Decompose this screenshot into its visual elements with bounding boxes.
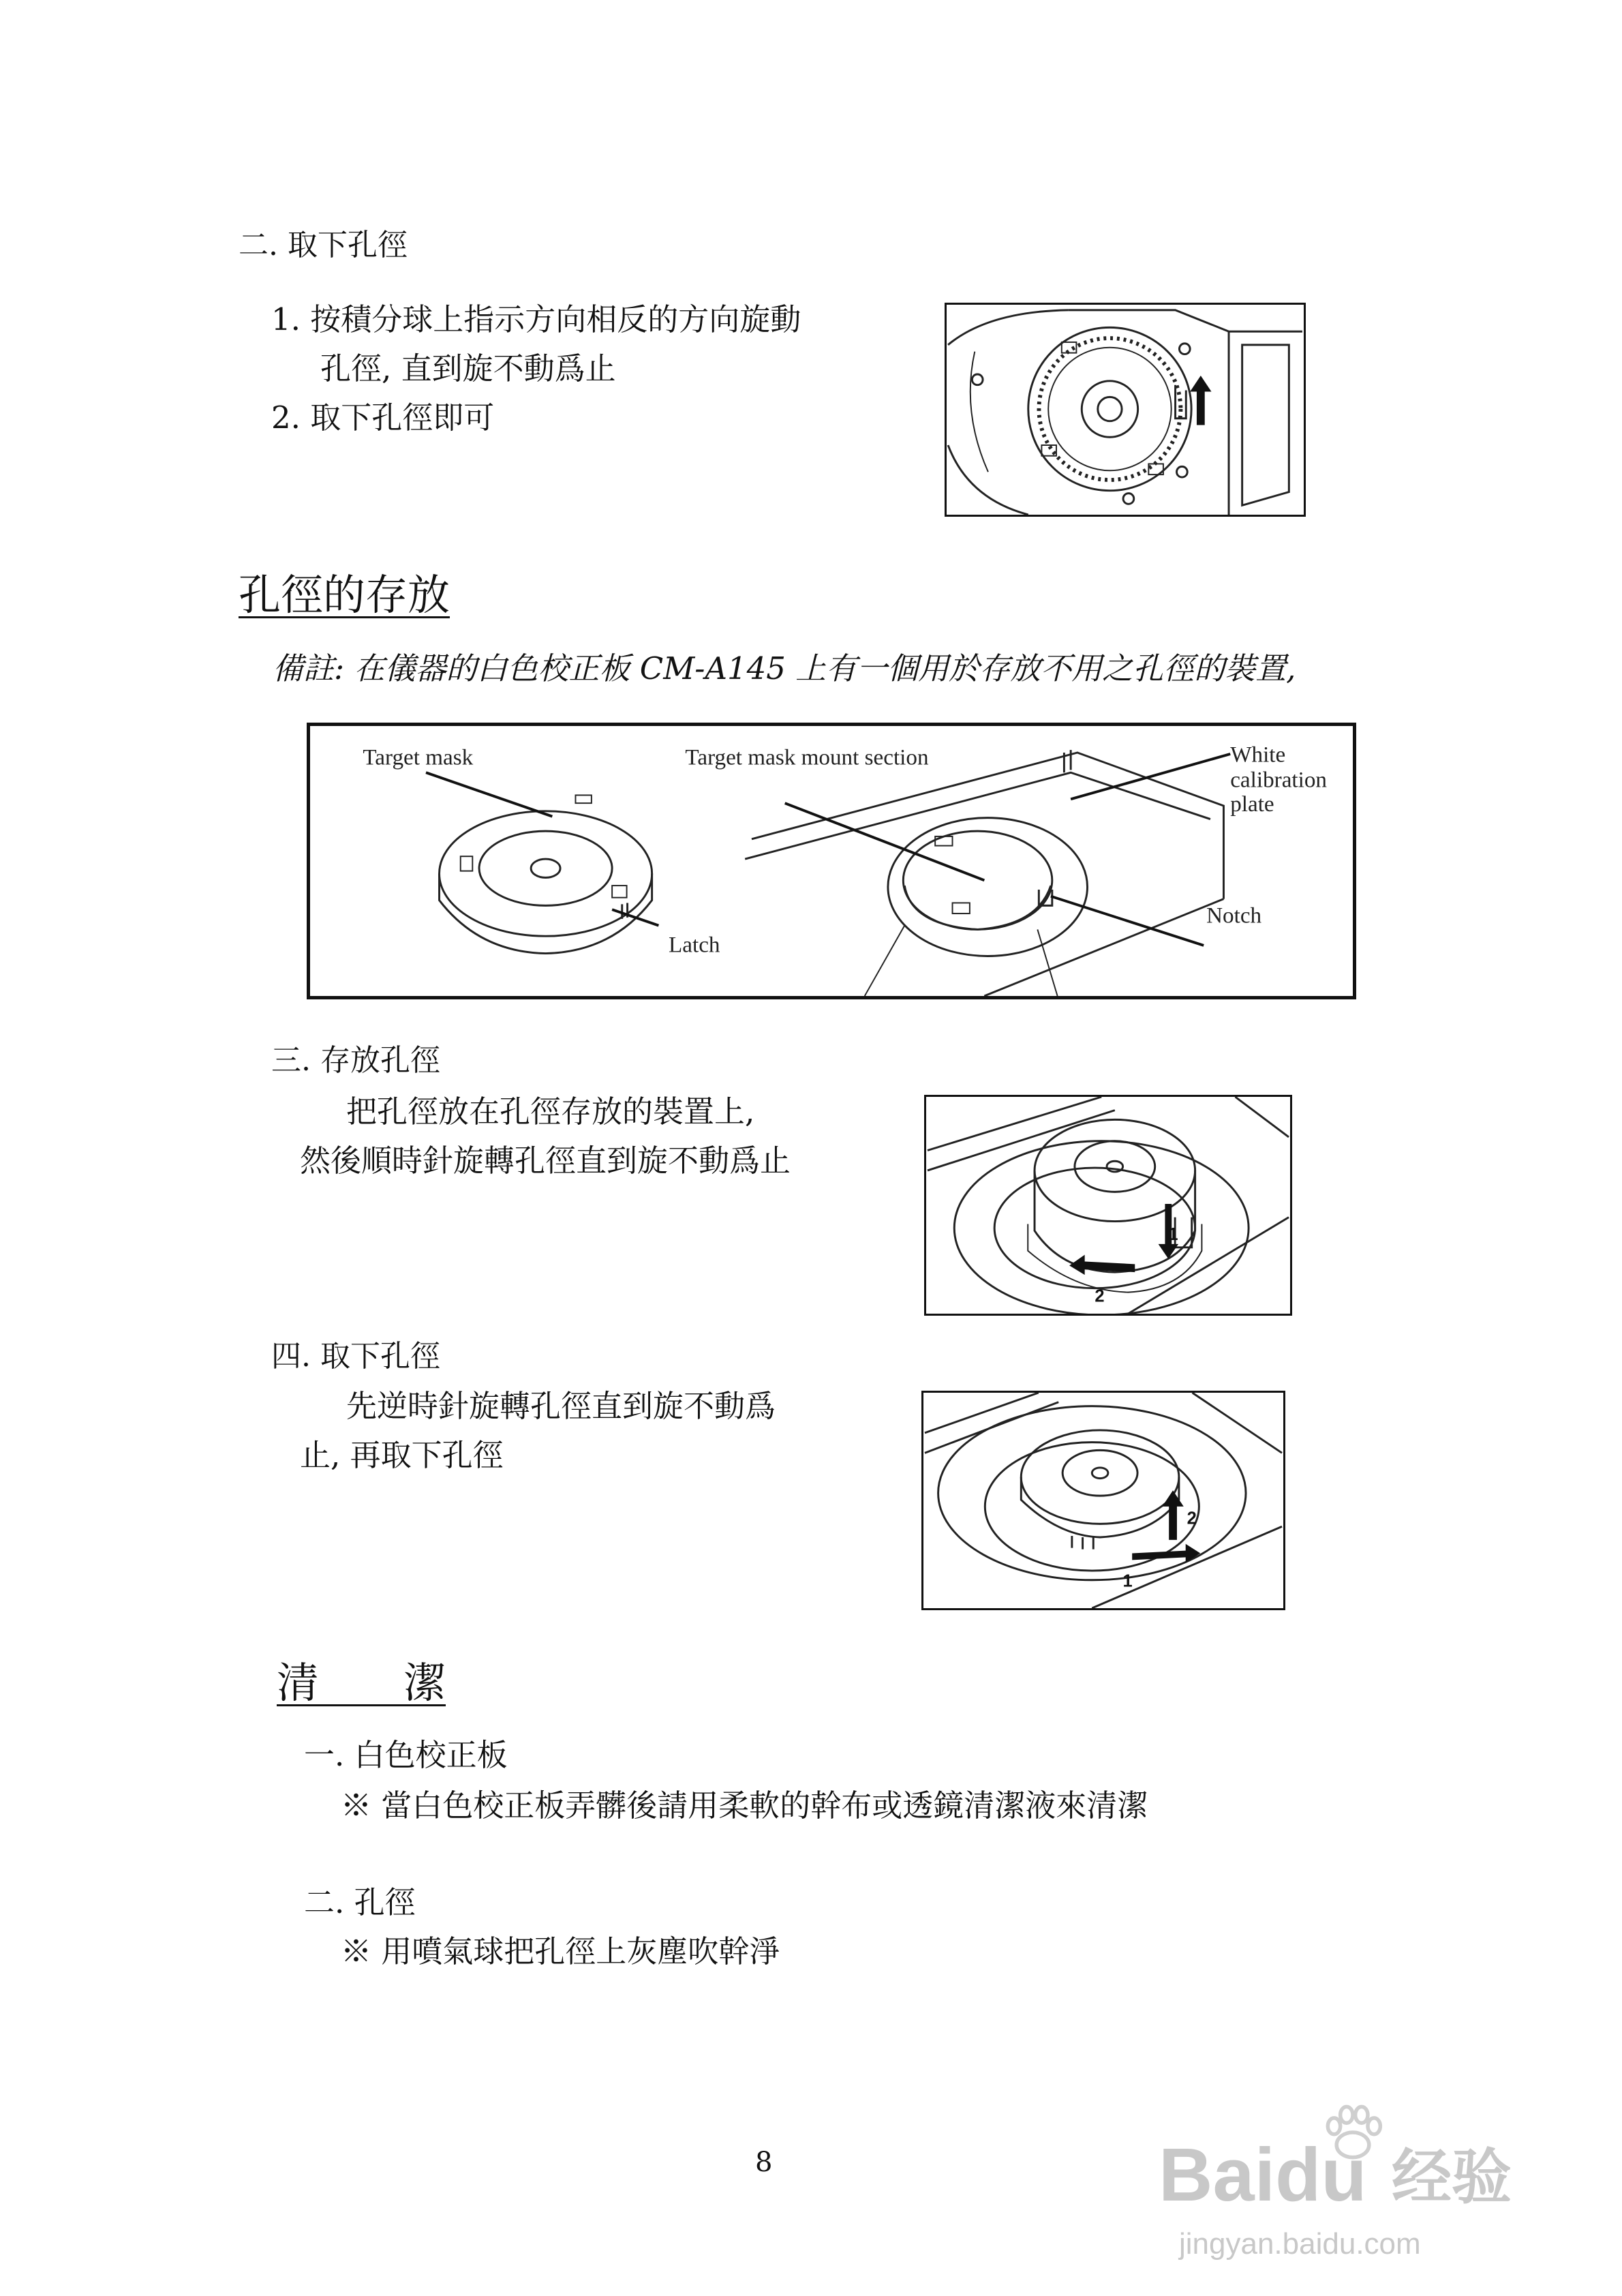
remove-line-1: 先逆時針旋轉孔徑直到旋不動爲 <box>346 1388 776 1424</box>
label-white-plate-3: plate <box>1230 791 1274 817</box>
label-white-plate-2: calibration <box>1230 767 1328 793</box>
cleaning-item2-heading: 二. 孔徑 <box>304 1884 416 1920</box>
label-target-mask: Target mask <box>363 744 474 770</box>
watermark-url: jingyan.baidu.com <box>1179 2227 1421 2261</box>
storage-title: 孔徑的存放 <box>239 570 450 620</box>
page-number: 8 <box>755 2147 773 2178</box>
step-2: 2. 取下孔徑即可 <box>271 399 495 436</box>
storage-diagram <box>310 726 1353 996</box>
watermark-suffix: 经验 <box>1392 2143 1512 2211</box>
section-heading-remove-top: 二. 取下孔徑 <box>239 228 408 262</box>
figure-store-aperture <box>924 1095 1292 1316</box>
label-mount-section: Target mask mount section <box>685 744 929 770</box>
remove-stored-aperture-illustration <box>923 1393 1283 1608</box>
storage-note: 備註: 在儀器的白色校正板 CM-A145 上有一個用於存放不用之孔徑的裝置, <box>273 650 1296 686</box>
store-fig-num-1: 1 <box>1168 1225 1178 1245</box>
figure-remove-aperture <box>945 303 1306 517</box>
baidu-watermark <box>1159 2100 1527 2263</box>
step-1-line-1: 1. 按積分球上指示方向相反的方向旋動 <box>271 301 801 337</box>
remove-fig-num-1: 1 <box>1122 1571 1133 1591</box>
store-line-2: 然後順時針旋轉孔徑直到旋不動爲止 <box>300 1143 791 1179</box>
cleaning-title: 清 潔 <box>277 1658 446 1708</box>
section-heading-store: 三. 存放孔徑 <box>271 1043 440 1078</box>
figure-remove-stored-aperture <box>921 1391 1285 1610</box>
cleaning-item1-heading: 一. 白色校正板 <box>304 1737 508 1773</box>
label-white-plate-1: White <box>1230 742 1286 768</box>
remove-line-2: 止, 再取下孔徑 <box>300 1437 504 1473</box>
store-line-1: 把孔徑放在孔徑存放的裝置上, <box>346 1093 755 1130</box>
store-aperture-illustration <box>926 1097 1290 1314</box>
step-1-line-2: 孔徑, 直到旋不動爲止 <box>320 350 616 387</box>
watermark-brand: Baidu <box>1159 2133 1367 2217</box>
section-heading-remove: 四. 取下孔徑 <box>271 1339 440 1374</box>
cleaning-item1-text: ※ 當白色校正板弄髒後請用柔軟的幹布或透鏡清潔液來清潔 <box>341 1787 1148 1824</box>
cleaning-item2-text: ※ 用噴氣球把孔徑上灰塵吹幹淨 <box>341 1933 780 1969</box>
store-fig-num-2: 2 <box>1095 1286 1105 1306</box>
aperture-rotation-illustration <box>947 305 1304 515</box>
remove-fig-num-2: 2 <box>1187 1509 1197 1528</box>
figure-storage-diagram <box>307 723 1356 999</box>
label-notch: Notch <box>1206 903 1262 928</box>
label-latch: Latch <box>669 932 720 958</box>
